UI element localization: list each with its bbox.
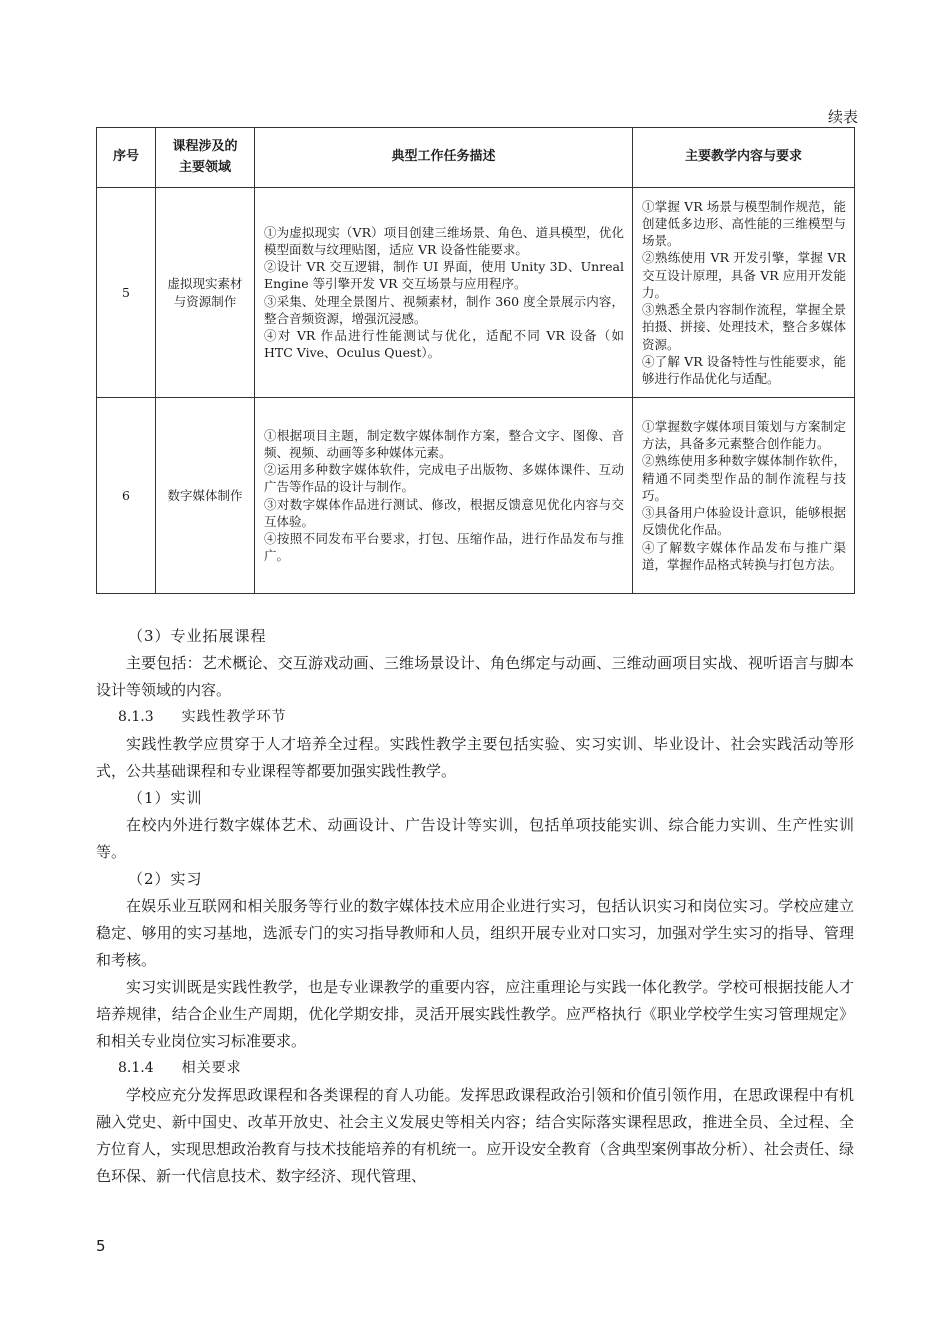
- table-continued-label: 续表: [827, 108, 858, 126]
- paragraph: 实践性教学应贯穿于人才培养全过程。实践性教学主要包括实验、实习实训、毕业设计、社会实践活动等形式，公共基础课程和专业课程等都要加强实践性教学。: [96, 735, 854, 780]
- row-domain: 数字媒体制作: [156, 398, 255, 594]
- course-table: [96, 127, 855, 594]
- header-no: 序号: [97, 128, 156, 188]
- header-requirements: 主要教学内容与要求: [633, 128, 855, 188]
- table-header-row: [97, 128, 855, 188]
- task-item: ②运用多种数字媒体软件，完成电子出版物、多媒体课件、互动广告等作品的设计与制作。: [264, 462, 624, 495]
- section-heading-8-1-4: [96, 1055, 854, 1082]
- header-tasks: 典型工作任务描述: [255, 128, 633, 188]
- table-row: [97, 188, 855, 398]
- row-tasks: [255, 188, 633, 398]
- paragraph: 在校内外进行数字媒体艺术、动画设计、广告设计等实训，包括单项技能实训、综合能力实训、生产性实训等。: [96, 816, 854, 861]
- task-item: ④按照不同发布平台要求，打包、压缩作品，进行作品发布与推广。: [264, 531, 624, 564]
- task-item: ③采集、处理全景图片、视频素材，制作 360 度全景展示内容，整合音频资源，增强沉浸感。: [264, 293, 624, 326]
- task-item: ①根据项目主题，制定数字媒体制作方案，整合文字、图像、音频、视频、动画等多种媒体元素。: [264, 427, 624, 460]
- paragraph: 在娱乐业互联网和相关服务等行业的数字媒体技术应用企业进行实习，包括认识实习和岗位实习。学校应建立稳定、够用的实习基地，选派专门的实习指导教师和人员，组织开展专业对口实习，加强对学生实习的指导、管理和考核。: [96, 897, 854, 969]
- requirement-item: ④了解 VR 设备特性与性能要求，能够进行作品优化与适配。: [642, 353, 846, 387]
- task-item: ②设计 VR 交互逻辑，制作 UI 界面，使用 Unity 3D、Unreal Engine 等引擎开发 VR 交互场景与应用程序。: [264, 259, 624, 292]
- row-number: 5: [97, 188, 156, 398]
- page-number: 5: [96, 1237, 106, 1255]
- requirement-item: ②熟练使用多种数字媒体制作软件，精通不同类型作品的制作流程与技巧。: [642, 453, 846, 503]
- section-number: 8.1.3: [118, 709, 154, 725]
- task-item: ③对数字媒体作品进行测试、修改，根据反馈意见优化内容与交互体验。: [264, 496, 624, 529]
- requirement-item: ③具备用户体验设计意识，能够根据反馈优化作品。: [642, 505, 846, 538]
- requirement-item: ②熟练使用 VR 开发引擎，掌握 VR 交互设计原理，具备 VR 应用开发能力。: [642, 250, 846, 300]
- row-number: 6: [97, 398, 156, 594]
- row-tasks: [255, 398, 633, 594]
- section-number: 8.1.4: [118, 1060, 154, 1076]
- requirement-item: ③熟悉全景内容制作流程，掌握全景拍摄、拼接、处理技术，整合多媒体资源。: [642, 302, 846, 352]
- body-text: [96, 623, 854, 1190]
- row-requirements: [633, 188, 855, 398]
- requirement-item: ①掌握数字媒体项目策划与方案制定方法，具备多元素整合创作能力。: [642, 418, 846, 452]
- task-item: ①为虚拟现实（VR）项目创建三维场景、角色、道具模型，优化模型面数与纹理贴图，适应 VR 设备性能要求。: [264, 224, 624, 257]
- section-heading-8-1-3: [96, 704, 854, 731]
- row-requirements: [633, 398, 855, 594]
- paragraph: 主要包括：艺术概论、交互游戏动画、三维场景设计、角色绑定与动画、三维动画项目实战、视听语言与脚本设计等领域的内容。: [96, 654, 854, 699]
- table-row: [97, 398, 855, 594]
- row-domain: 虚拟现实素材与资源制作: [156, 188, 255, 398]
- requirement-item: ①掌握 VR 场景与模型制作规范，能创建低多边形、高性能的三维模型与场景。: [642, 198, 846, 249]
- paragraph: 学校应充分发挥思政课程和各类课程的育人功能。发挥思政课程政治引领和价值引领作用，在思政课程中有机融入党史、新中国史、改革开放史、社会主义发展史等相关内容；结合实际落实课程思政，推进全员、全过程、全方位育人，实现思想政治教育与技术技能培养的有机统一。应开设安全教育（含典型案例事故分析）、社会责任、绿色环保、新一代信息技术、数字经济、现代管理、: [96, 1086, 854, 1185]
- task-item: ④对 VR 作品进行性能测试与优化，适配不同 VR 设备（如 HTC Vive、Oculus Quest）。: [264, 328, 624, 361]
- section-title: 相关要求: [181, 1060, 242, 1076]
- paragraph: 实习实训既是实践性教学，也是专业课教学的重要内容，应注重理论与实践一体化教学。学校可根据技能人才培养规律，结合企业生产周期，优化学期安排，灵活开展实践性教学。应严格执行《职业学校学生实习管理规定》和相关专业岗位实习标准要求。: [96, 978, 854, 1050]
- header-domain: 课程涉及的 主要领域: [156, 128, 255, 188]
- subheading-training: （1）实训: [128, 789, 203, 807]
- section-title: 实践性教学环节: [181, 709, 287, 725]
- requirement-item: ④了解数字媒体作品发布与推广渠道，掌握作品格式转换与打包方法。: [642, 539, 846, 572]
- subheading-extension-courses: （3）专业拓展课程: [128, 627, 267, 645]
- subheading-internship: （2）实习: [128, 870, 203, 888]
